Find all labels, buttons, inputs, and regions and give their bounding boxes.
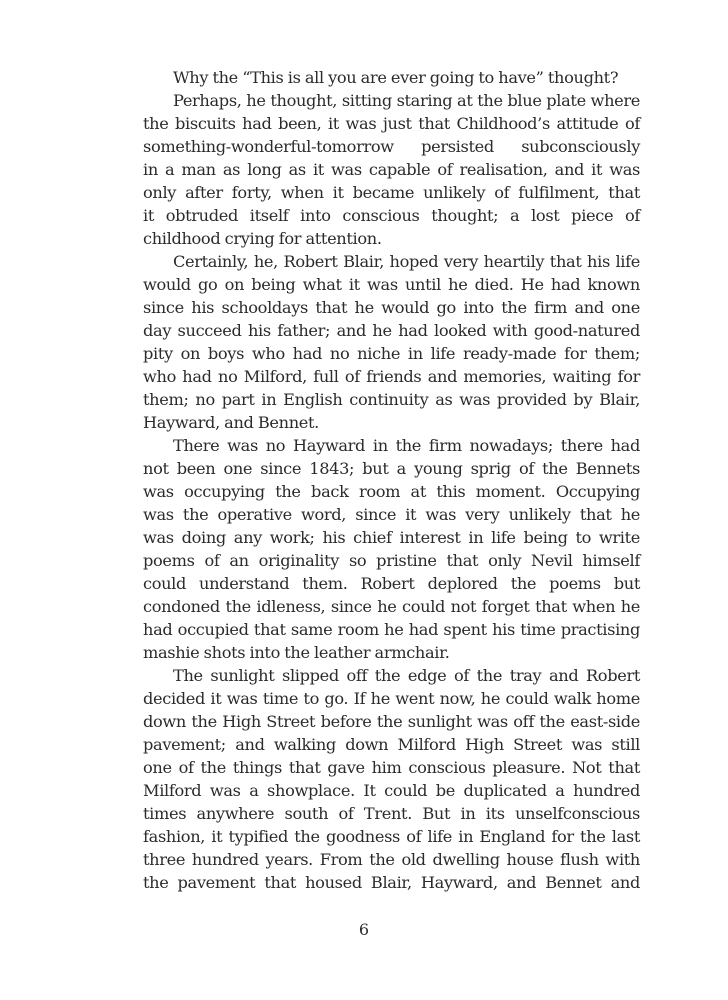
text-line: who had no Milford, full of friends and memories, waiting for bbox=[143, 367, 640, 386]
text-line: Milford was a showplace. It could be duplicated a hundred bbox=[143, 781, 640, 800]
text-line: pavement; and walking down Milford High Street was still bbox=[143, 735, 640, 754]
text-line: The sunlight slipped off the edge of the tray and Robert bbox=[173, 666, 640, 685]
text-line: was occupying the back room at this moment. Occupying bbox=[143, 482, 640, 501]
text-line: Certainly, he, Robert Blair, hoped very heartily that his life bbox=[173, 252, 640, 271]
page-number: 6 bbox=[358, 920, 370, 939]
text-line: pity on boys who had no niche in life ready-made for them; bbox=[143, 344, 640, 363]
text-line: could understand them. Robert deplored the poems but bbox=[143, 574, 640, 593]
body-text bbox=[143, 66, 640, 894]
text-line: something-wonderful-tomorrow persisted subconsciously bbox=[143, 137, 640, 156]
text-line: not been one since 1843; but a young sprig of the Bennets bbox=[143, 459, 640, 478]
text-line: them; no part in English continuity as was provided by Blair, bbox=[143, 390, 640, 409]
text-line: poems of an originality so pristine that only Nevil himself bbox=[143, 551, 640, 570]
text-line: in a man as long as it was capable of realisation, and it was bbox=[143, 160, 640, 179]
text-line: decided it was time to go. If he went now, he could walk home bbox=[143, 689, 640, 708]
text-line: the pavement that housed Blair, Hayward, and Bennet and bbox=[143, 873, 640, 892]
text-line: would go on being what it was until he died. He had known bbox=[143, 275, 640, 294]
paragraph bbox=[143, 89, 640, 250]
text-line: There was no Hayward in the firm nowadays; there had bbox=[173, 436, 640, 455]
text-line: was the operative word, since it was very unlikely that he bbox=[143, 505, 640, 524]
text-line: since his schooldays that he would go into the firm and one bbox=[143, 298, 640, 317]
paragraph bbox=[143, 664, 640, 894]
text-line: it obtruded itself into conscious thought; a lost piece of bbox=[143, 206, 640, 225]
text-line: fashion, it typified the goodness of life in England for the last bbox=[143, 827, 640, 846]
text-line: childhood crying for attention. bbox=[143, 229, 382, 248]
text-line: only after forty, when it became unlikely of fulfilment, that bbox=[143, 183, 640, 202]
text-line: Hayward, and Bennet. bbox=[143, 413, 319, 432]
text-line: one of the things that gave him conscious pleasure. Not that bbox=[143, 758, 640, 777]
text-line: times anywhere south of Trent. But in its unselfconscious bbox=[143, 804, 640, 823]
text-line: down the High Street before the sunlight was off the east-side bbox=[143, 712, 640, 731]
paragraph bbox=[143, 250, 640, 434]
text-line: was doing any work; his chief interest in life being to write bbox=[143, 528, 640, 547]
text-line: had occupied that same room he had spent his time practising bbox=[143, 620, 640, 639]
text-line: day succeed his father; and he had looked with good-natured bbox=[143, 321, 640, 340]
text-line: Why the “This is all you are ever going to have” thought? bbox=[173, 68, 619, 87]
text-line: condoned the idleness, since he could not forget that when he bbox=[143, 597, 640, 616]
paragraph bbox=[143, 434, 640, 664]
text-line: mashie shots into the leather armchair. bbox=[143, 643, 450, 662]
text-line: the biscuits had been, it was just that Childhood’s attitude of bbox=[143, 114, 640, 133]
paragraph bbox=[143, 66, 640, 89]
text-line: three hundred years. From the old dwelling house flush with bbox=[143, 850, 640, 869]
text-line: Perhaps, he thought, sitting staring at the blue plate where bbox=[173, 91, 640, 110]
